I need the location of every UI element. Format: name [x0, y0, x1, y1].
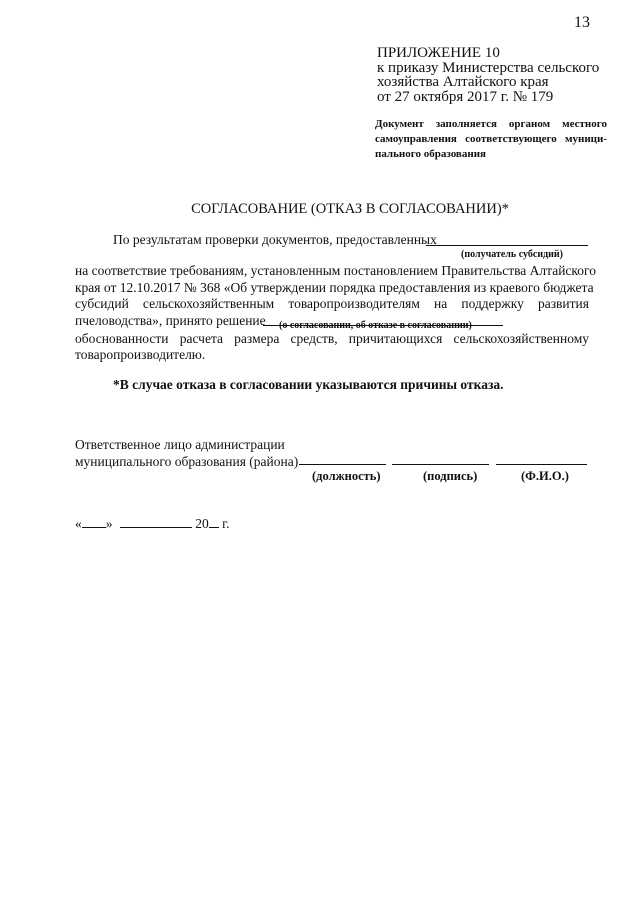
- appendix-header: [377, 46, 599, 104]
- signature-label: Ответственное лицо администрации: [75, 437, 285, 452]
- footnote: *В случае отказа в согласовании указываются причины отказа.: [113, 377, 504, 392]
- recipient-caption: (получатель субсидий): [461, 249, 563, 260]
- year-suffix: г.: [222, 516, 230, 531]
- name-caption: (Ф.И.О.): [521, 469, 569, 483]
- fill-note: [375, 117, 607, 162]
- page-number: 13: [574, 14, 590, 31]
- body-line: субсидий сельскохозяйственным товаропроизводителям на поддержку развития: [75, 296, 589, 311]
- year-prefix: 20: [195, 516, 209, 531]
- decision-caption: (о согласовании, об отказе в согласовании): [279, 320, 472, 331]
- date-close-quote: »: [105, 516, 113, 531]
- signature-blank-line: [392, 452, 489, 465]
- day-blank-line: [82, 515, 106, 528]
- position-blank-line: [299, 452, 386, 465]
- document-title: СОГЛАСОВАНИЕ (ОТКАЗ В СОГЛАСОВАНИИ)*: [191, 201, 509, 217]
- appendix-title: ПРИЛОЖЕНИЕ 10: [377, 45, 500, 61]
- date-open-quote: «: [75, 516, 82, 531]
- position-caption: (должность): [312, 469, 381, 483]
- body-line: По результатам проверки документов, предоставленных: [113, 232, 437, 247]
- date-line: [75, 515, 230, 533]
- year-blank-line: [209, 515, 219, 528]
- name-blank-line: [496, 452, 587, 465]
- signature-caption: (подпись): [423, 469, 478, 483]
- body-line: пчеловодства», принято решение: [75, 312, 266, 328]
- body-line: обоснованности расчета размера средств, причитающихся сельскохозяйственному: [75, 331, 589, 346]
- body-line: на соответствие требованиям, установленным постановлением Правительства Алтайского: [75, 263, 596, 278]
- appendix-line: хозяйства Алтайского края: [377, 74, 549, 90]
- fill-note-line: самоуправления соответствующего муници-: [375, 133, 607, 145]
- month-blank-line: [120, 515, 192, 528]
- signature-label: муниципального образования (района): [75, 454, 299, 469]
- fill-note-line: пального образования: [375, 148, 486, 160]
- recipient-blank-line: [426, 233, 588, 246]
- body-line: края от 12.10.2017 № 368 «Об утверждении порядка предоставления из краевого бюджета: [75, 279, 594, 295]
- fill-note-line: Документ заполняется органом местного: [375, 118, 607, 130]
- body-line: товаропроизводителю.: [75, 347, 206, 362]
- appendix-line: от 27 октября 2017 г. № 179: [377, 88, 554, 105]
- appendix-line: к приказу Министерства сельского: [377, 59, 600, 76]
